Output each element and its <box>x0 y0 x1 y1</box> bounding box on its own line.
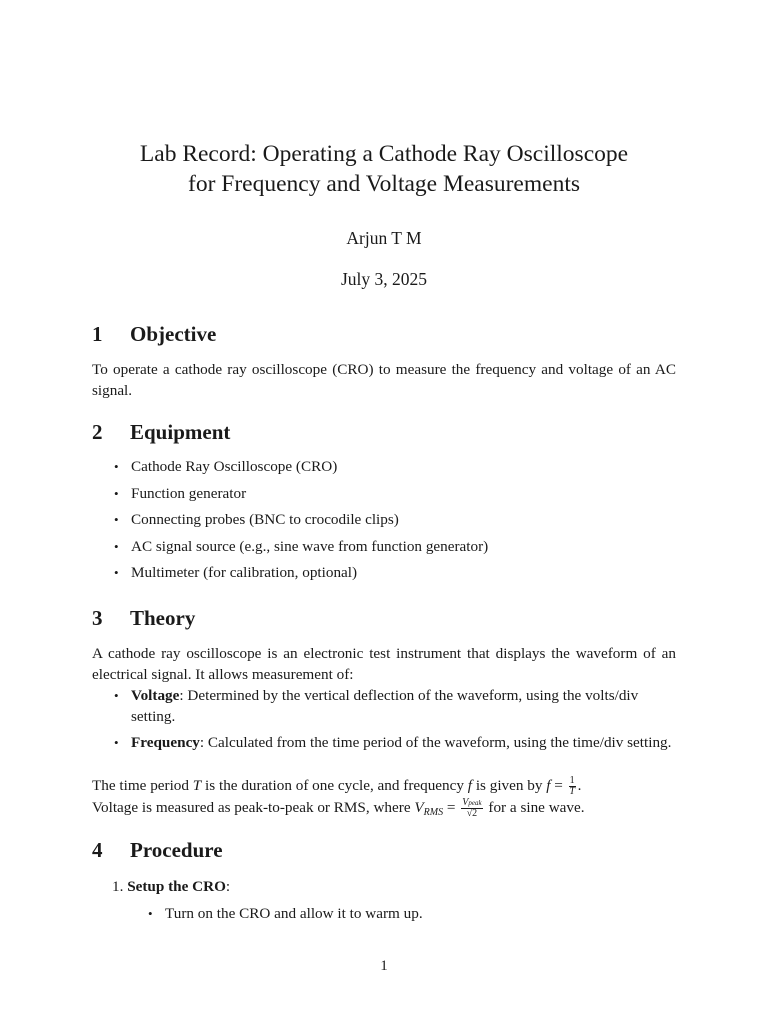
symbol-V: V <box>414 799 424 817</box>
theory-formula-paragraph: The time period T is the duration of one cycle, and frequency f is given by f = $\frac{1}{T}$ . Voltage is measured as peak-to-peak or RMS, where $V_{RMS}$ = $\frac{\text{Vpeak}}{√2}$ for a sine wave. <box>92 775 585 820</box>
title-line-1: Lab Record: Operating a Cathode Ray Oscilloscope <box>139 141 629 167</box>
term-voltage: Voltage <box>131 687 180 704</box>
step-title: Setup the CRO <box>127 878 226 895</box>
bullet-icon: • <box>114 538 119 554</box>
date: July 3, 2025 <box>340 269 428 289</box>
section-heading-procedure <box>92 838 223 863</box>
list-item: • Voltage: Determined by the vertical deflection of the waveform, using the volts/div setting. <box>114 687 639 725</box>
equipment-list <box>92 456 676 583</box>
section-number: 3 <box>92 606 103 630</box>
symbol-T: T <box>192 777 202 794</box>
step-index: 1. <box>112 878 124 895</box>
bullet-icon: • <box>114 485 119 501</box>
list-item: • Connecting probes (BNC to crocodile clips) <box>114 511 399 528</box>
section-title: Procedure <box>130 838 223 862</box>
theory-list <box>92 685 676 753</box>
list-item: • Cathode Ray Oscilloscope (CRO) <box>114 458 338 475</box>
section-number: 4 <box>92 838 103 862</box>
fraction-1-over-T: $\frac{1}{T}$ <box>569 775 575 798</box>
list-item: • AC signal source (e.g., sine wave from function generator) <box>114 537 489 555</box>
theory-intro: A cathode ray oscilloscope is an electronic test instrument that displays the waveform of an electrical signal. It allows measurement of: <box>92 645 676 683</box>
bullet-icon: • <box>114 512 119 527</box>
section-number: 1 <box>92 322 103 346</box>
list-item: • Frequency: Calculated from the time period of the waveform, using the time/div setting. <box>114 734 672 751</box>
list-item: • Multimeter (for calibration, optional) <box>114 564 358 581</box>
objective-text: To operate a cathode ray oscilloscope (CRO) to measure the frequency and voltage of an AC signal. <box>92 361 676 399</box>
bullet-icon: • <box>114 688 119 703</box>
section-heading-equipment <box>92 420 230 445</box>
section-heading-objective <box>92 322 216 347</box>
page-number: 1 <box>380 958 388 974</box>
author: Arjun T M <box>346 228 422 248</box>
bullet-icon: • <box>114 735 119 750</box>
symbol-f: f <box>467 777 473 794</box>
section-title: Equipment <box>130 420 231 444</box>
document-title <box>92 139 676 199</box>
section-title: Objective <box>130 322 217 346</box>
bullet-icon: • <box>148 906 153 921</box>
title-line-2: for Frequency and Voltage Measurements <box>188 171 580 197</box>
section-heading-theory <box>92 606 195 631</box>
bullet-icon: • <box>114 459 119 474</box>
procedure-step-1-label: 1. Setup the CRO: <box>112 878 231 895</box>
fraction-vpeak-over-sqrt2: $\frac{\text{Vpeak}}{√2}$ <box>462 797 482 820</box>
section-title: Theory <box>130 606 196 630</box>
term-frequency: Frequency <box>131 734 200 751</box>
section-number: 2 <box>92 420 103 444</box>
list-item: • Turn on the CRO and allow it to warm up. <box>148 905 423 922</box>
bullet-icon: • <box>114 565 119 580</box>
list-item: • Function generator <box>114 484 247 502</box>
